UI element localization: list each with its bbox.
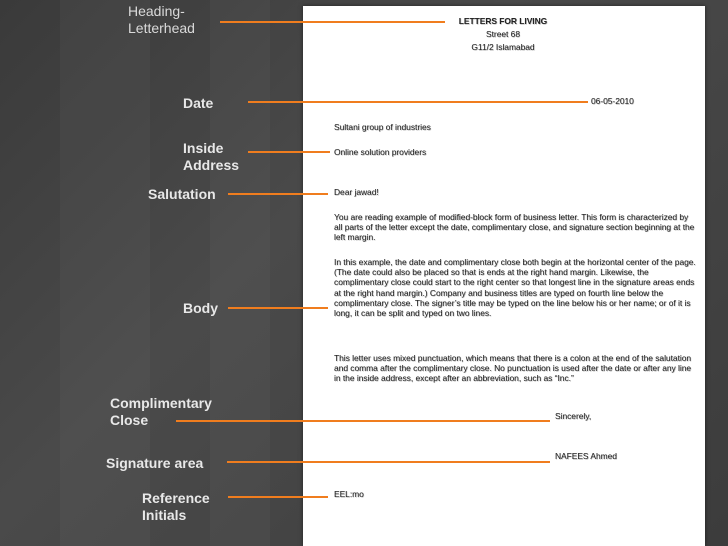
salutation-text: Dear jawad! [334,187,379,197]
label-reference-initials-line-2: Initials [142,507,187,523]
letterhead-line-1: LETTERS FOR LIVING [458,16,548,26]
pointer-complimentary-close [176,420,550,422]
pointer-body [228,307,328,309]
label-reference-initials-line-1: Reference [142,490,210,506]
background-stripe [210,0,270,546]
pointer-date [248,101,588,103]
label-signature-area: Signature area [106,455,204,471]
label-heading-line-1: Heading- [128,3,185,19]
label-body: Body [183,300,218,316]
label-date: Date [183,95,214,111]
letterhead-line-2: Street 68 [486,29,520,39]
pointer-inside-address [248,151,330,153]
inside-address-line-1: Sultani group of industries [334,122,431,132]
pointer-reference-initials [228,496,328,498]
label-inside-address-line-2: Address [183,157,240,173]
inside-address-line-2: Online solution providers [334,147,427,157]
complimentary-close-text: Sincerely, [555,411,592,421]
letterhead-line-3: G11/2 Islamabad [471,42,535,52]
reference-initials-text: EEL:mo [334,489,364,499]
body-paragraph-3: This letter uses mixed punctuation, which means that there is a colon at the end of the salutation and comma after the complimentary close. No punctuation is used after the date or after any line in the inside address, except after an abbreviation, such as “Inc.” [334,353,692,384]
body-paragraph-2: In this example, the date and complimentary close both begin at the horizontal center of the page. (The date could also be placed so that is ends at the right hand margin. Likewise, the complimentary close could start to the right center so that longest line in the signature areas ends at the right hand margin.) Company and business titles are typed on fourth line below the complimentary close. The signer’s title may be typed on the line below his or her name; or of it is long, it can be split and typed on two lines. [334,257,696,319]
label-heading-line-2: Letterhead [128,20,195,36]
label-inside-address-line-1: Inside [183,140,224,156]
label-heading [128,3,195,37]
pointer-heading [220,21,445,23]
label-complimentary-close-line-2: Close [110,412,149,428]
body-paragraph-1: You are reading example of modified-block form of business letter. This form is characterized by all parts of the letter except the date, complimentary close, and signature section beginning at the left margin. [334,212,695,243]
pointer-signature-area [227,461,550,463]
label-complimentary-close [110,395,212,429]
label-reference-initials [142,490,210,524]
letter-date: 06-05-2010 [591,96,634,106]
label-complimentary-close-line-1: Complimentary [110,395,212,411]
pointer-salutation [228,193,328,195]
label-inside-address [183,140,239,174]
label-salutation: Salutation [148,186,216,202]
signature-name: NAFEES Ahmed [555,451,617,461]
